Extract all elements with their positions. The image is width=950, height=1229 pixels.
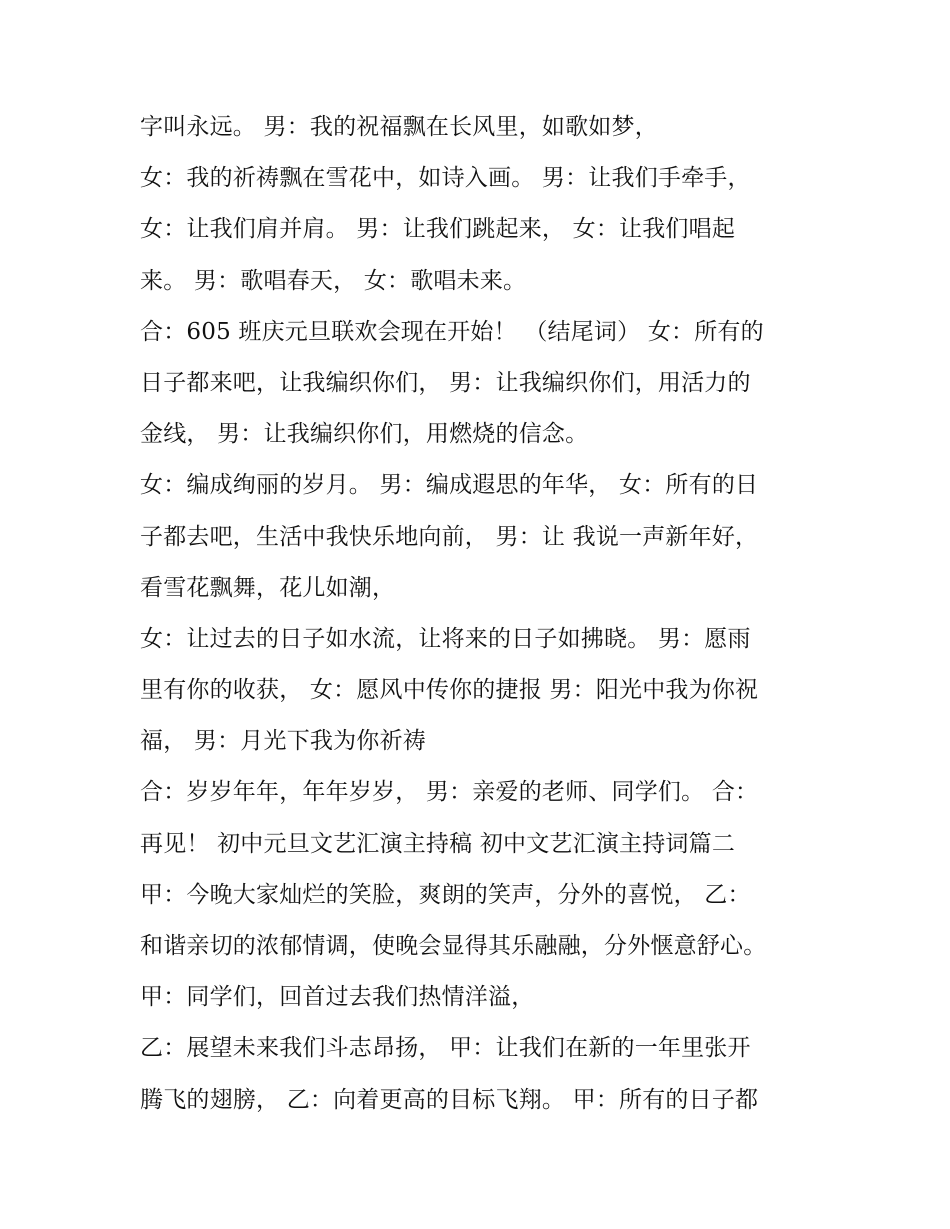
text-line: 女：编成绚丽的岁月。 男：编成遐思的年华， 女：所有的日 [140,472,759,499]
text-line: 腾飞的翅膀， 乙：向着更高的目标飞翔。 甲：所有的日子都 [140,1086,759,1113]
text-line: 金线， 男：让我编织你们，用燃烧的信念。 [140,421,589,448]
text-line: 来。 男：歌唱春天， 女：歌唱未来。 [140,267,527,294]
text-line: 子都去吧，生活中我快乐地向前， 男：让 我说一声新年好， [140,523,759,550]
text-line: 和谐亲切的浓郁情调，使晚会显得其乐融融，分外惬意舒心。 [140,933,767,959]
text-line: 女：让我们肩并肩。 男：让我们跳起来， 女：让我们唱起 [140,216,736,243]
text-line: 合：605 班庆元旦联欢会现在开始！ （结尾词） 女：所有的 [140,318,764,345]
text-line: 日子都来吧，让我编织你们， 男：让我编织你们，用活力的 [140,369,751,396]
text-line: 里有你的收获， 女：愿风中传你的捷报 男：阳光中我为你祝 [140,677,759,704]
text-line: 合：岁岁年年，年年岁岁， 男：亲爱的老师、同学们。 合： [140,779,759,806]
text-line: 再见！ 初中元旦文艺汇演主持稿 初中文艺汇演主持词篇二 [140,830,736,857]
text-line: 女：让过去的日子如水流，让将来的日子如拂晓。 男：愿雨 [140,625,751,652]
text-line: 福， 男：月光下我为你祈祷 [140,728,426,755]
document-body [140,102,820,1126]
text-line: 甲：今晚大家灿烂的笑脸，爽朗的笑声，分外的喜悦， 乙： [140,881,751,908]
text-line: 女：我的祈祷飘在雪花中，如诗入画。 男：让我们手牵手， [140,165,751,192]
text-line: 看雪花飘舞，花儿如潮， [140,574,396,601]
text-line: 乙：展望未来我们斗志昂扬， 甲：让我们在新的一年里张开 [140,1035,751,1062]
text-line: 字叫永远。 男：我的祝福飘在长风里，如歌如梦， [140,114,658,140]
text-line: 甲：同学们，回首过去我们热情洋溢， [140,984,535,1011]
